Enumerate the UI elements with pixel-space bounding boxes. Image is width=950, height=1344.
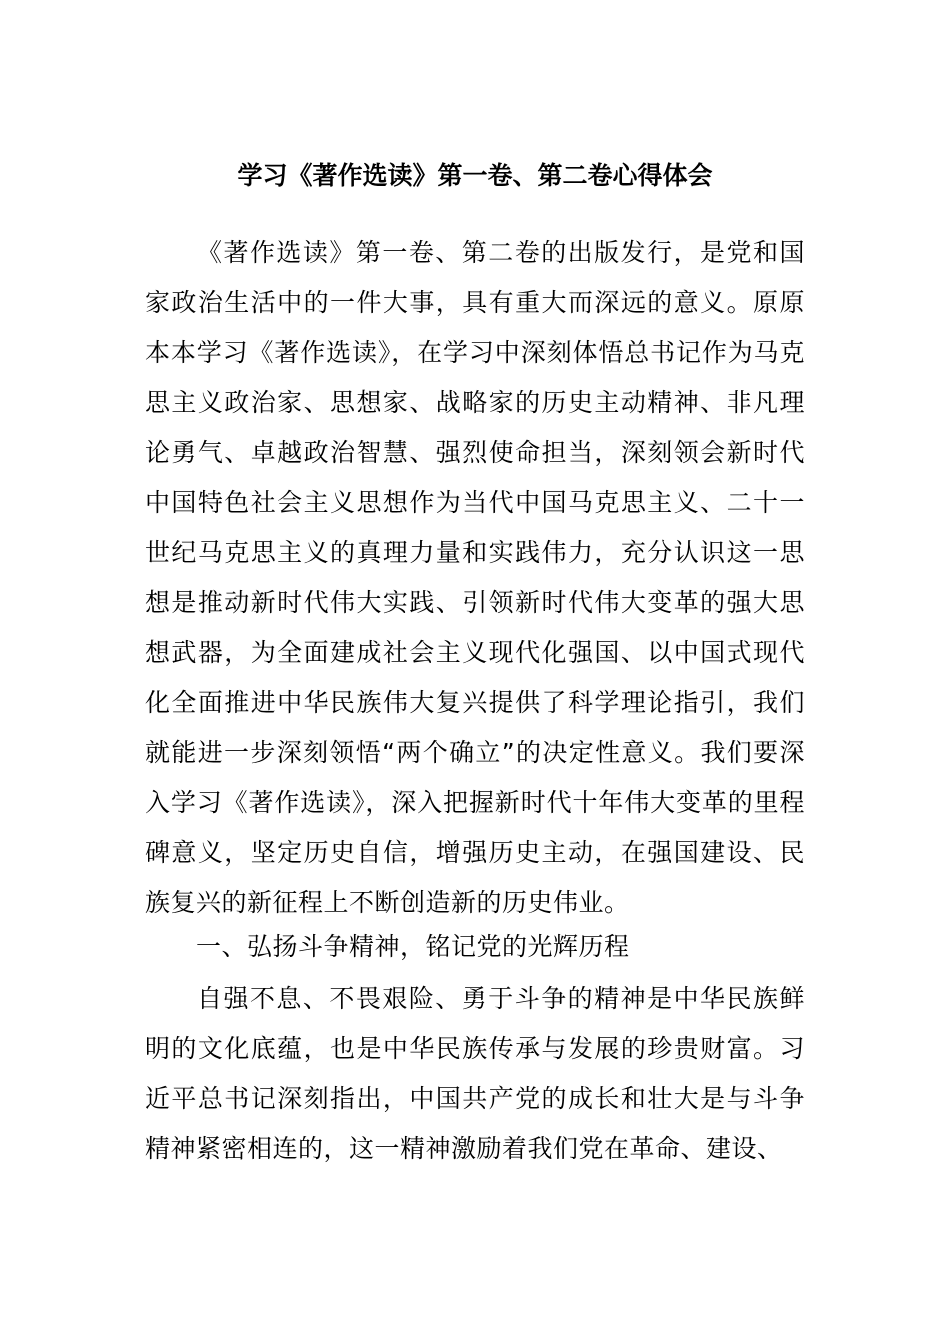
section-heading-1: 一、弘扬斗争精神，铭记党的光辉历程 — [196, 932, 630, 961]
paragraph-intro: 《著作选读》第一卷、第二卷的出版发行，是党和国家政治生活中的一件大事，具有重大而深远的意义。原原本本学习《著作选读》，在学习中深刻体悟总书记作为马克思主义政治家、思想家、战略家的历史主动精神、非凡理论勇气、卓越政治智慧、强烈使命担当，深刻领会新时代中国特色社会主义思想作为当代中国马克思主义、二十一世纪马克思主义的真理力量和实践伟力，充分认识这一思想是推动新时代伟大实践、引领新时代伟大变革的强大思想武器，为全面建成社会主义现代化强国、以中国式现代化全面推进中华民族伟大复兴提供了科学理论指引，我们就能进一步深刻领悟“两个确立”的决定性意义。我们要深入学习《著作选读》，深入把握新时代十年伟大变革的里程碑意义，坚定历史自信，增强历史主动，在强国建设、民族复兴的新征程上不断创造新的历史伟业。 — [145, 238, 805, 917]
paragraph-section-1: 自强不息、不畏艰险、勇于斗争的精神是中华民族鲜明的文化底蕴，也是中华民族传承与发展的珍贵财富。习近平总书记深刻指出，中国共产党的成长和壮大是与斗争精神紧密相连的，这一精神激励着我们党在革命、建设、 — [145, 984, 805, 1163]
document-title: 学习《著作选读》第一卷、第二卷心得体会 — [237, 161, 713, 190]
